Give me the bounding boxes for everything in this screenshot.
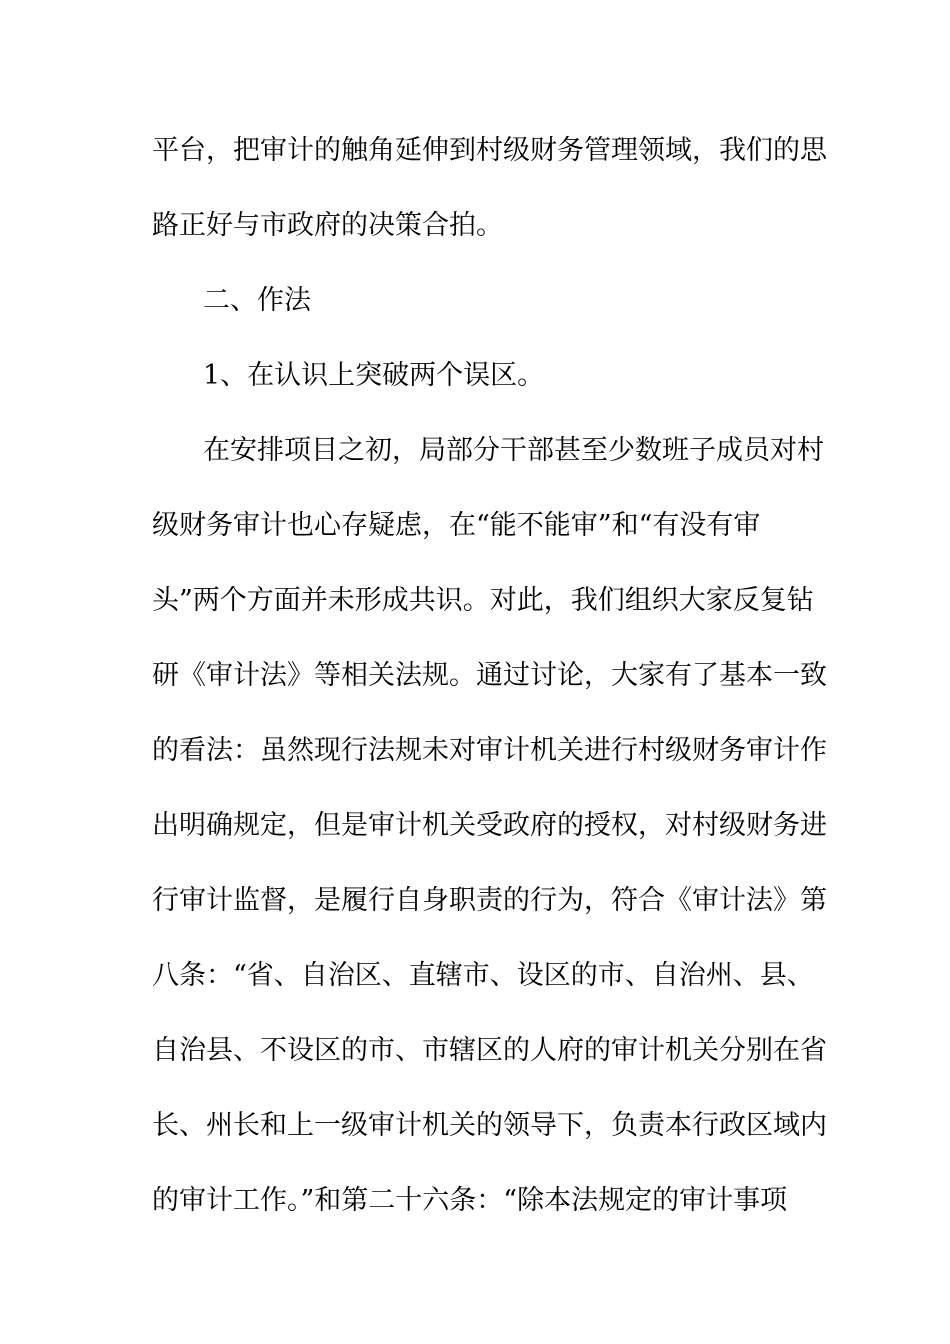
paragraph-line: 在安排项目之初，局部分干部甚至少数班子成员对村 — [203, 435, 824, 466]
paragraph-line: 平台，把审计的触角延伸到村级财务管理领域，我们的思 — [152, 135, 827, 166]
paragraph-line: 自治县、不设区的市、市辖区的人府的审计机关分别在省 — [152, 1035, 827, 1066]
paragraph-line: 行审计监督，是履行自身职责的行为，符合《审计法》第 — [152, 885, 827, 916]
subsection-heading: 1、在认识上突破两个误区。 — [203, 360, 545, 391]
paragraph-line: 出明确规定，但是审计机关受政府的授权，对村级财务进 — [152, 810, 827, 841]
paragraph-line: 路正好与市政府的决策合拍。 — [152, 210, 503, 241]
paragraph-line: 的审计工作。”和第二十六条：“除本法规定的审计事项 — [152, 1185, 788, 1216]
paragraph-line: 长、州长和上一级审计机关的领导下，负责本行政区域内 — [152, 1110, 827, 1141]
paragraph-line: 级财务审计也心存疑虑，在“能不能审”和“有没有审 — [152, 510, 761, 541]
paragraph-line: 八条：“省、自治区、直辖市、设区的市、自治州、县、 — [152, 960, 814, 991]
paragraph-line: 的看法：虽然现行法规未对审计机关进行村级财务审计作 — [152, 735, 827, 766]
paragraph-line: 研《审计法》等相关法规。通过讨论，大家有了基本一致 — [152, 660, 827, 691]
section-heading: 二、作法 — [203, 285, 311, 316]
paragraph-line: 头”两个方面并未形成共识。对此，我们组织大家反复钻 — [152, 585, 814, 616]
